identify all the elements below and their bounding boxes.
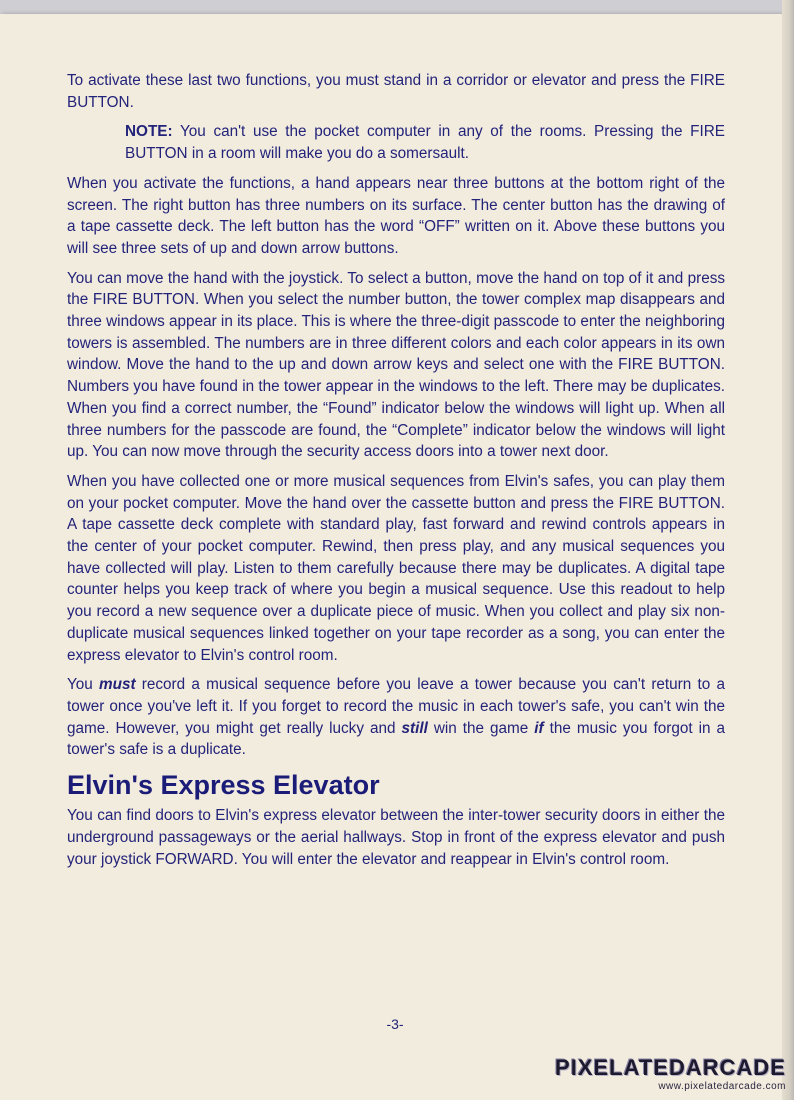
- paragraph-record: [67, 674, 725, 761]
- note-label: NOTE:: [125, 123, 173, 141]
- note-paragraph: [67, 121, 725, 164]
- record-text-3: win the game: [427, 719, 535, 737]
- watermark: [555, 1055, 786, 1092]
- paragraph-elevator: You can find doors to Elvin's express elevator between the inter-tower security doors in either the underground passageways or the aerial hallways. Stop in front of the express elevator and push your joystick FORWARD. You will enter the elevator and reappear in Elvin's control room.: [67, 807, 725, 868]
- paragraph-music: When you have collected one or more musical sequences from Elvin's safes, you can play them on your pocket computer. Move the hand over the cassette button and press the FIRE BUTTON. A tape cassette deck complete with standard play, fast forward and rewind controls appears in the center of your pocket computer. Rewind, then press play, and any musical sequences you have collected will play. Listen to them carefully because there may be duplicates. A digital tape counter helps you keep track of where you begin a musical sequence. Use this readout to help you record a new sequence over a duplicate piece of music. When you collect and play six non-duplicate musical sequences linked together on your tape recorder as a song, you can enter the express elevator to Elvin's control room.: [67, 472, 725, 664]
- record-text-2: record a musical sequence before you leave a tower because you can't return to a tower once you've left it. If you forget to record the music in each tower's safe, you can't win the game. However, you might get really lucky and: [67, 676, 725, 737]
- record-text-1: You: [67, 676, 100, 694]
- watermark-logo: PIXELATEDARCADE: [555, 1055, 786, 1080]
- paragraph-passcode: You can move the hand with the joystick. To select a button, move the hand on top of it and press the FIRE BUTTON. When you select the number button, the tower complex map disappears and three windows appear in its place. This is where the three-digit passcode to enter the neighboring towers is assembled. The numbers are in three different colors and each color appears in its own window. Move the hand to the up and down arrow keys and select one with the FIRE BUTTON. Numbers you have found in the tower appear in the windows to the left. There may be duplicates. When you find a correct number, the “Found” indicator below the windows will light up. When all three numbers for the passcode are found, the “Complete” indicator below the windows will light up. You can now move through the security access doors into a tower next door.: [67, 269, 725, 461]
- emphasis-still: still: [401, 719, 428, 737]
- note-text: You can't use the pocket computer in any of the rooms. Pressing the FIRE BUTTON in a room will make you do a somersault.: [125, 123, 725, 163]
- section-heading: Elvin's Express Elevator: [67, 770, 380, 801]
- page-number: -3-: [386, 1016, 404, 1032]
- record-text-4: the music you forgot in a tower's safe is a duplicate.: [67, 719, 726, 759]
- paragraph-functions: When you activate the functions, a hand appears near three buttons at the bottom right of the screen. The right button has three numbers on its surface. The center button has the drawing of a tape cassette deck. The left button has the word “OFF” written on it. Above these buttons you will see three sets of up and down arrow buttons.: [67, 174, 725, 257]
- page-edge: [782, 0, 794, 1100]
- emphasis-must: must: [99, 676, 136, 694]
- emphasis-if: if: [534, 719, 544, 737]
- paragraph-activate: To activate these last two functions, you must stand in a corridor or elevator and press the FIRE BUTTON.: [67, 72, 725, 111]
- watermark-url: www.pixelatedarcade.com: [658, 1081, 786, 1092]
- page-body: [67, 70, 725, 878]
